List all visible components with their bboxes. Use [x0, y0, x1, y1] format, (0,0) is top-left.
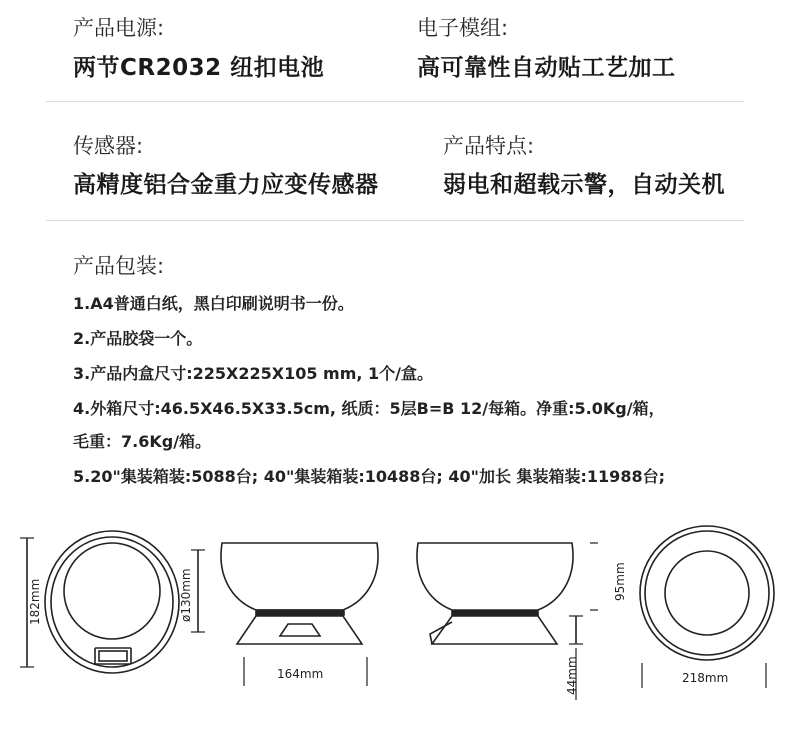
dim-218mm: 218mm: [682, 671, 729, 685]
dim-44mm: 44mm: [565, 656, 579, 695]
module-label: 电子模组:: [417, 16, 509, 40]
power-value: 两节CR2032 纽扣电池: [73, 55, 325, 81]
packaging-line-4: 4.外箱尺寸:46.5X46.5X33.5cm, 纸质：5层B=B 12/每箱。净重:5.0Kg/箱，: [73, 399, 665, 418]
packaging-line-2: 2.产品胶袋一个。: [73, 329, 203, 348]
dim-164mm: 164mm: [277, 667, 324, 681]
packaging-line-1: 1.A4普通白纸，黑白印刷说明书一份。: [73, 294, 354, 313]
front-view-drawing: [221, 543, 378, 686]
packaging-title: 产品包装:: [73, 254, 165, 278]
dim-182mm: 182mm: [28, 578, 42, 625]
features-value: 弱电和超载示警，自动关机: [443, 172, 725, 198]
sensor-value: 高精度铝合金重力应变传感器: [73, 172, 379, 198]
sensor-label: 传感器:: [73, 134, 144, 158]
power-label: 产品电源:: [73, 16, 165, 40]
features-label: 产品特点:: [443, 134, 535, 158]
packaging-line-5: 毛重：7.6Kg/箱。: [73, 432, 212, 451]
packaging-line-6: 5.20"集装箱装:5088台; 40"集装箱装:10488台; 40"加长 集装箱装:11988台;: [73, 467, 665, 486]
packaging-line-3: 3.产品内盒尺寸:225X225X105 mm, 1个/盒。: [73, 364, 434, 383]
dim-130mm: ø130mm: [179, 568, 193, 622]
module-value: 高可靠性自动贴工艺加工: [417, 55, 676, 81]
round-view-drawing: [640, 526, 774, 688]
top-view-drawing: [20, 531, 205, 673]
dim-95mm: 95mm: [613, 562, 627, 601]
